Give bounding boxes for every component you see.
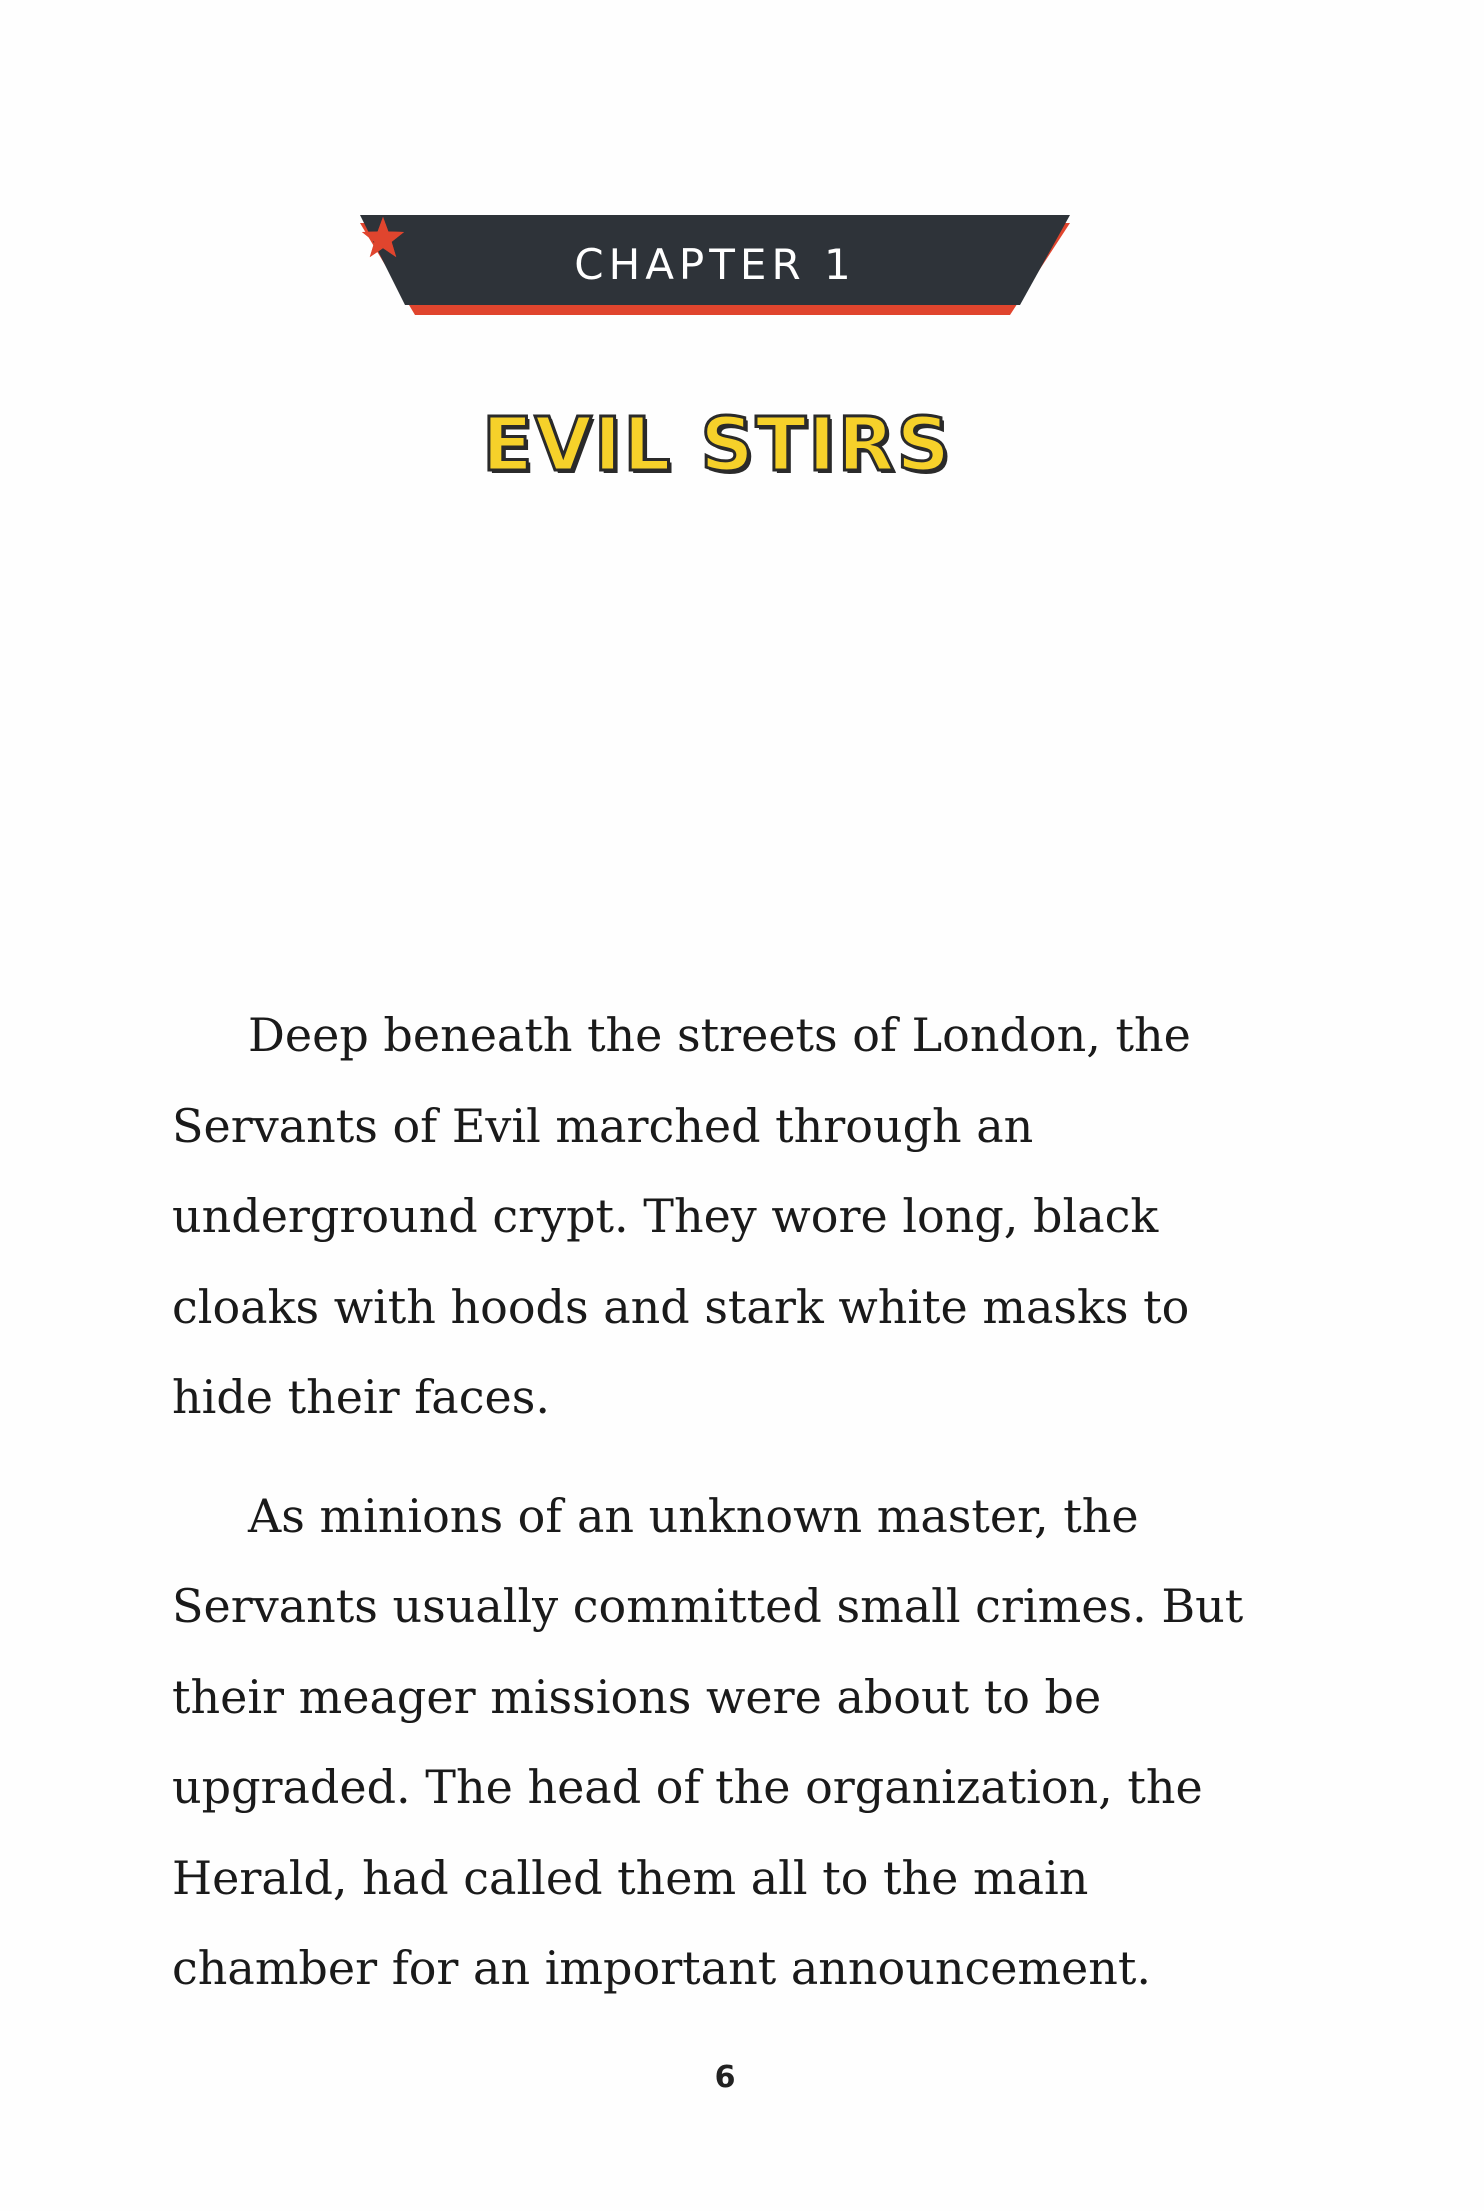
body-text — [172, 990, 1262, 2014]
paragraph: Deep beneath the streets of London, the Servants of Evil marched through an underground crypt. They wore long, black cloaks with hoods and stark white masks to hide their faces. — [172, 1008, 1191, 1424]
star-icon — [360, 215, 406, 261]
page-number: 6 — [714, 2060, 736, 2095]
chapter-label: CHAPTER 1 — [574, 240, 856, 289]
paragraph: As minions of an unknown master, the Servants usually committed small crimes. But their meager missions were about to be upgraded. The head of the organization, the Herald, had called them all to the main chamber for an important announcement. — [172, 1488, 1244, 1995]
chapter-banner — [360, 215, 1070, 320]
chapter-title: EVIL STIRS — [482, 402, 952, 488]
